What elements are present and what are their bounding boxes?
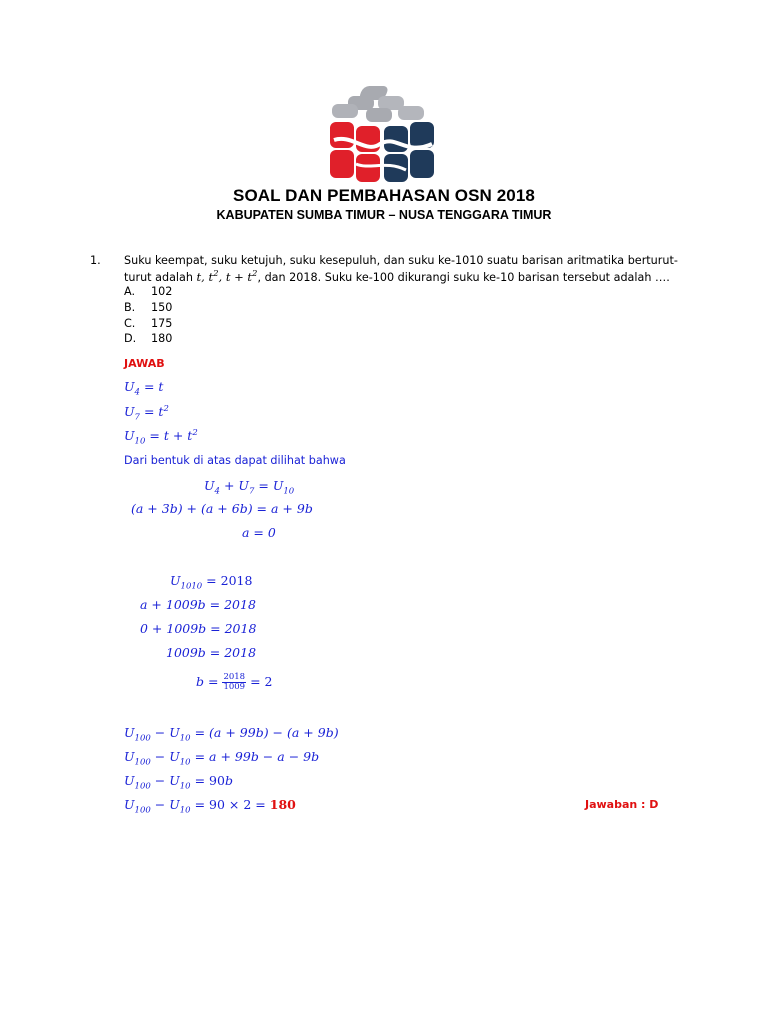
fraction-denominator: 1009	[223, 682, 246, 692]
math-u10: $U_{10} = t + t^2$	[124, 428, 198, 447]
question-number: 1.	[90, 254, 101, 267]
cube-logo	[326, 84, 438, 188]
option-value: 175	[151, 317, 173, 330]
math-diff1: $U_{100} - U_{10} = (a + 99b) - (a + 9b)$	[124, 725, 339, 744]
math-u4: $U_4 = t$	[124, 379, 164, 398]
fraction	[222, 673, 246, 692]
question-text-line1: Suku keempat, suku ketujuh, suku kesepuluh, dan suku ke-1010 suatu barisan aritmatika berturut-	[124, 254, 678, 267]
math-b-value: b = $\frac{2018}{1009}$ = 2	[196, 672, 273, 692]
math-step2: 0 + 1009b = 2018	[140, 621, 257, 636]
math-step1: a + 1009b = 2018	[140, 597, 256, 612]
question-line2-math: t, $t^2$, $t + t^2$	[196, 269, 258, 284]
math-u1010: $U_{1010} = 2018$	[170, 573, 253, 592]
document-subtitle: KABUPATEN SUMBA TIMUR – NUSA TENGGARA TIMUR	[216, 208, 552, 222]
math-a-zero: a = 0	[242, 525, 276, 540]
question-line2-post: , dan 2018. Suku ke-100 dikurangi suku ke-10 barisan tersebut adalah ….	[257, 270, 670, 284]
question-text-line2	[124, 269, 684, 284]
document-title: SOAL DAN PEMBAHASAN OSN 2018	[233, 186, 535, 205]
fraction-numerator: 2018	[223, 672, 246, 682]
math-step3: 1009b = 2018	[166, 645, 257, 660]
math-diff3: $U_{100} - U_{10} = 90b$	[124, 773, 233, 792]
option-letter: D.	[124, 332, 137, 345]
math-diff4: $U_{100} - U_{10} = 90 \times 2 = 180$	[124, 797, 296, 816]
option-value: 150	[151, 301, 173, 314]
solution-note: Dari bentuk di atas dapat dilihat bahwa	[124, 454, 346, 467]
math-diff2: $U_{100} - U_{10} = a + 99b - a - 9b$	[124, 749, 320, 768]
answer-label: Jawaban : D	[585, 798, 659, 811]
math-sum: $U_4 + U_7 = U_{10}$	[204, 478, 295, 497]
option-value: 102	[151, 285, 173, 298]
math-u7: $U_7 = t^2$	[124, 404, 169, 423]
option-letter: C.	[124, 317, 136, 330]
solution-label: JAWAB	[124, 357, 165, 370]
math-expand: (a + 3b) + (a + 6b) = a + 9b	[131, 501, 313, 516]
final-value: 180	[269, 797, 296, 812]
question-line2-pre: turut adalah	[124, 270, 197, 284]
option-letter: A.	[124, 285, 136, 298]
option-value: 180	[151, 332, 173, 345]
option-letter: B.	[124, 301, 136, 314]
